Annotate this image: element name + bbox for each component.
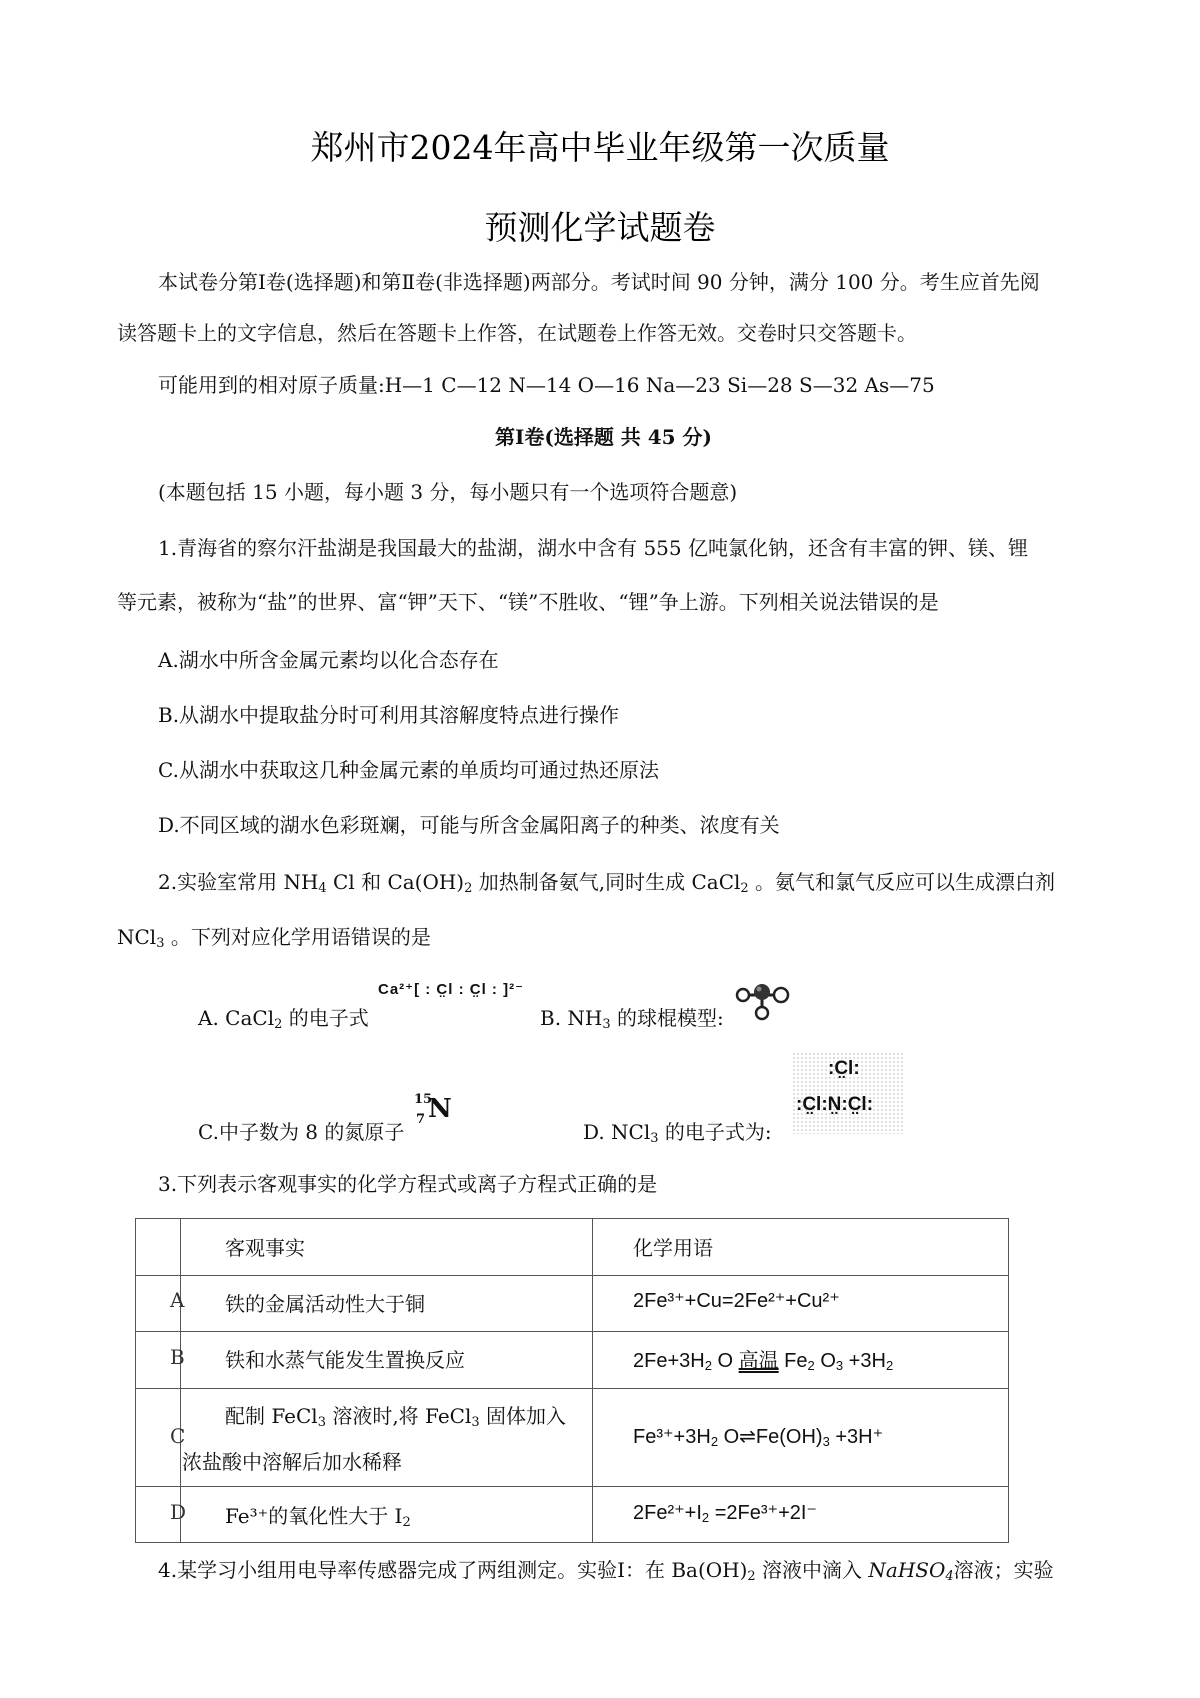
- table-header-term: 化学用语: [633, 1236, 713, 1260]
- table-col-divider-2: [592, 1218, 593, 1543]
- q1-option-a: A.湖水中所含金属元素均以化合态存在: [158, 648, 499, 672]
- table-border-right: [1008, 1218, 1009, 1543]
- intro-line-1: 本试卷分第Ⅰ卷(选择题)和第Ⅱ卷(非选择题)两部分。考试时间 90 分钟，满分 100 分。考生应首先阅: [158, 270, 1040, 294]
- table-col-divider-1: [180, 1218, 181, 1543]
- table-row-mark-d: D: [170, 1500, 187, 1524]
- q2-option-c: C.中子数为 8 的氮原子: [198, 1120, 405, 1144]
- q1-option-b: B.从湖水中提取盐分时可利用其溶解度特点进行操作: [158, 703, 620, 727]
- section-heading: 第Ⅰ卷(选择题 共 45 分): [495, 425, 713, 449]
- row3-fact-line-2: 浓盐酸中溶解后加水稀释: [182, 1450, 402, 1474]
- table-border-bottom: [135, 1542, 1009, 1543]
- intro-line-2: 读答题卡上的文字信息，然后在答题卡上作答，在试题卷上作答无效。交卷时只交答题卡。: [117, 321, 917, 345]
- nh3-ball-stick-model-image: [734, 978, 792, 1020]
- table-rule-1: [135, 1275, 1009, 1276]
- table-header-fact: 客观事实: [225, 1236, 305, 1260]
- q1-option-c: C.从湖水中获取这几种金属元素的单质均可通过热还原法: [158, 758, 659, 782]
- table-border-left: [135, 1218, 136, 1543]
- q1-stem-line-1: 1.青海省的察尔汗盐湖是我国最大的盐湖，湖水中含有 555 亿吨氯化钠，还含有丰富的钾、镁、锂: [158, 536, 1028, 560]
- row1-equation: 2Fe³⁺+Cu=2Fe²⁺+Cu²⁺: [633, 1290, 840, 1312]
- q2-stem-line-1: 2.实验室常用 $NH_4$ Cl 和 $Ca(OH)_2$ 加热制备氨气,同时生成 CaCl$_2$ 。氨气和氯气反应可以生成漂白剂: [158, 870, 1056, 896]
- q1-stem-line-2: 等元素，被称为“盐”的世界、富“钾”天下、“镁”不胜收、“锂”争上游。下列相关说法错误的是: [117, 590, 939, 614]
- atomic-masses: 可能用到的相对原子质量:H—1 C—12 N—14 O—16 Na—23 Si—28 S—32 As—75: [158, 373, 935, 397]
- table-rule-4: [135, 1486, 1009, 1487]
- row3-fact-line-1: 配制 FeCl$_3$ 溶液时,将 FeCl$_3$ 固体加入: [225, 1404, 566, 1430]
- cacl2-electron-formula-image: Ca²⁺[ : C̤l : C̤l : ]²⁻: [378, 981, 524, 998]
- q1-option-d: D.不同区域的湖水色彩斑斓，可能与所含金属阳离子的种类、浓度有关: [158, 813, 780, 837]
- table-row-mark-a: A: [170, 1288, 185, 1312]
- ncl3-electron-formula-image: :C̤l: :C̤l:N̤:C̤l:: [792, 1052, 904, 1134]
- title-line-2: 预测化学试题卷: [484, 208, 716, 247]
- row1-fact: 铁的金属活动性大于铜: [225, 1292, 425, 1316]
- nitrogen-isotope-image: 15 7 N: [414, 1092, 452, 1127]
- table-row-mark-b: B: [170, 1345, 185, 1369]
- row2-fact: 铁和水蒸气能发生置换反应: [225, 1348, 465, 1372]
- title-line-1: 郑州市2024年高中毕业年级第一次质量: [310, 128, 890, 167]
- q2-option-d: D. NCl$_3$ 的电子式为:: [583, 1120, 772, 1146]
- table-row-mark-c: C: [170, 1424, 186, 1448]
- q2-option-b: B. $NH_3$ 的球棍模型:: [540, 1006, 724, 1032]
- high-temp-condition: 高温: [738, 1348, 779, 1372]
- row3-equation: $Fe^{3+}+3H_2$ $O\rightleftharpoons Fe(OH)_3 +3H^+$: [633, 1426, 884, 1449]
- row4-fact: Fe³⁺的氧化性大于 $I_2$: [225, 1504, 411, 1530]
- table-border-top: [135, 1218, 1009, 1219]
- q4-stem: 4.某学习小组用电导率传感器完成了两组测定。实验Ⅰ：在 $Ba(OH)_2$ 溶液中滴入 NaHSO$_4$溶液；实验: [158, 1558, 1054, 1584]
- q3-stem: 3.下列表示客观事实的化学方程式或离子方程式正确的是: [158, 1172, 658, 1196]
- q2-option-a: A. CaCl$_2$ 的电子式: [198, 1006, 369, 1032]
- table-rule-3: [135, 1388, 1009, 1389]
- section-note: (本题包括 15 小题，每小题 3 分，每小题只有一个选项符合题意): [158, 480, 738, 504]
- q2-stem-line-2: NCl$_3$ 。下列对应化学用语错误的是: [117, 925, 431, 951]
- row4-equation: $2Fe^{2+}+I_2 =2Fe^{3+}+2I^-$: [633, 1502, 817, 1525]
- row2-equation: $2Fe+3H_2$ O 高温 $Fe_2$ $O_3 +3H_2$: [633, 1348, 894, 1373]
- table-rule-2: [135, 1331, 1009, 1332]
